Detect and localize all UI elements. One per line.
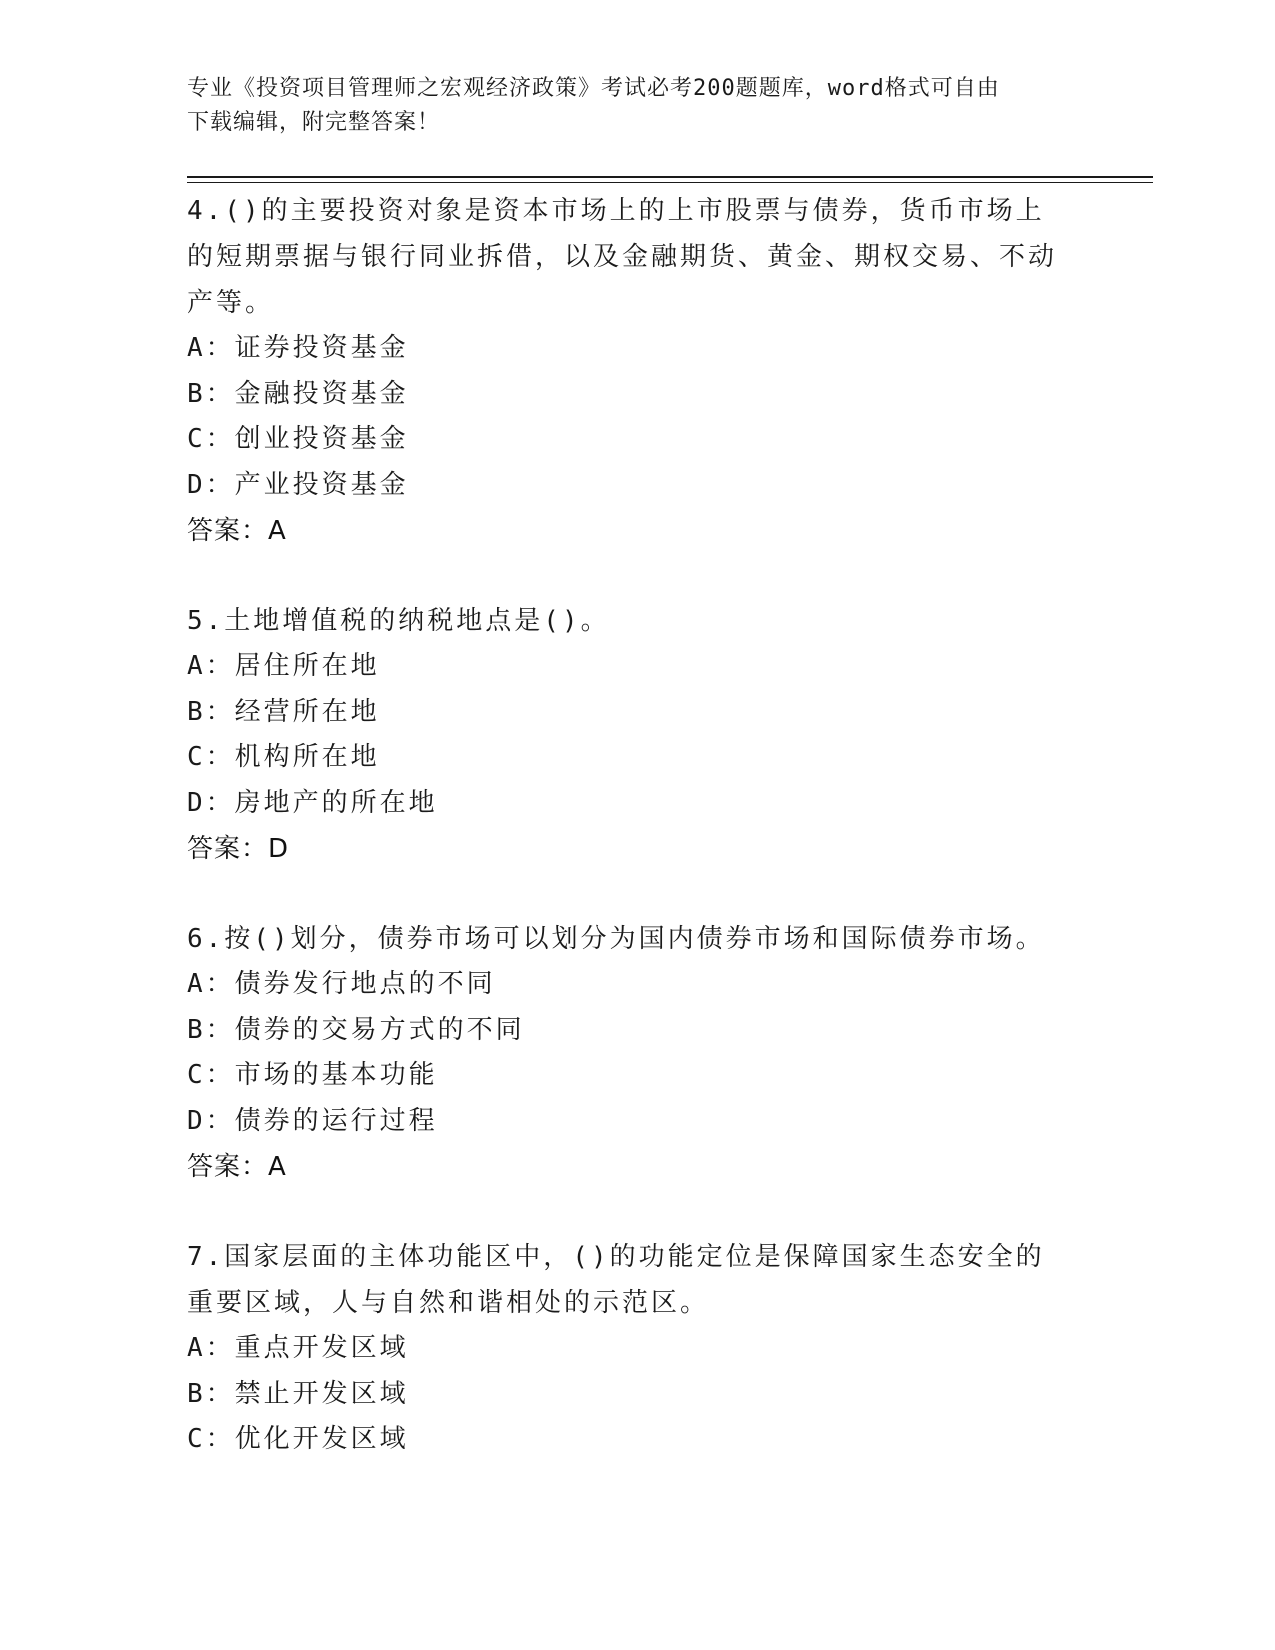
question-5 xyxy=(187,598,1067,872)
option-d: D：房地产的所在地 xyxy=(187,787,438,818)
option-c: C：优化开发区域 xyxy=(187,1424,409,1454)
option-c: C：机构所在地 xyxy=(187,742,380,772)
header-divider-thick xyxy=(187,176,1153,178)
question-stem: 4.()的主要投资对象是资本市场上的上市股票与债券，货币市场上的短期票据与银行同业拆借，以及金融期货、黄金、期权交易、不动产等。 xyxy=(187,196,1058,318)
option-b: B：经营所在地 xyxy=(187,696,380,727)
question-stem: 5.土地增值税的纳税地点是()。 xyxy=(187,606,610,636)
option-b: B：金融投资基金 xyxy=(187,378,409,409)
header-divider-thin xyxy=(187,182,1153,183)
option-c: C：市场的基本功能 xyxy=(187,1060,438,1090)
option-d: D：债券的运行过程 xyxy=(187,1105,438,1136)
question-list xyxy=(187,188,1067,1507)
answer-line: 答案：A xyxy=(187,1152,287,1182)
question-6 xyxy=(187,916,1067,1190)
option-b: B：禁止开发区域 xyxy=(187,1378,409,1409)
option-a: A：证券投资基金 xyxy=(187,333,409,363)
option-d: D：产业投资基金 xyxy=(187,469,409,500)
question-7 xyxy=(187,1234,1067,1463)
option-a: A：重点开发区域 xyxy=(187,1333,409,1363)
question-4 xyxy=(187,188,1067,554)
answer-line: 答案：A xyxy=(187,516,287,546)
option-a: A：债券发行地点的不同 xyxy=(187,969,496,999)
answer-line: 答案：D xyxy=(187,834,290,864)
question-stem: 6.按()划分，债券市场可以划分为国内债券市场和国际债券市场。 xyxy=(187,924,1045,954)
option-b: B：债券的交易方式的不同 xyxy=(187,1014,525,1045)
option-c: C：创业投资基金 xyxy=(187,424,409,454)
option-a: A：居住所在地 xyxy=(187,651,380,681)
document-header xyxy=(187,72,1067,140)
header-line-1: 专业《投资项目管理师之宏观经济政策》考试必考200题题库，word格式可自由 xyxy=(187,76,1000,101)
header-line-2: 下载编辑，附完整答案！ xyxy=(187,110,441,135)
question-stem: 7.国家层面的主体功能区中，()的功能定位是保障国家生态安全的重要区域，人与自然和谐相处的示范区。 xyxy=(187,1242,1045,1318)
